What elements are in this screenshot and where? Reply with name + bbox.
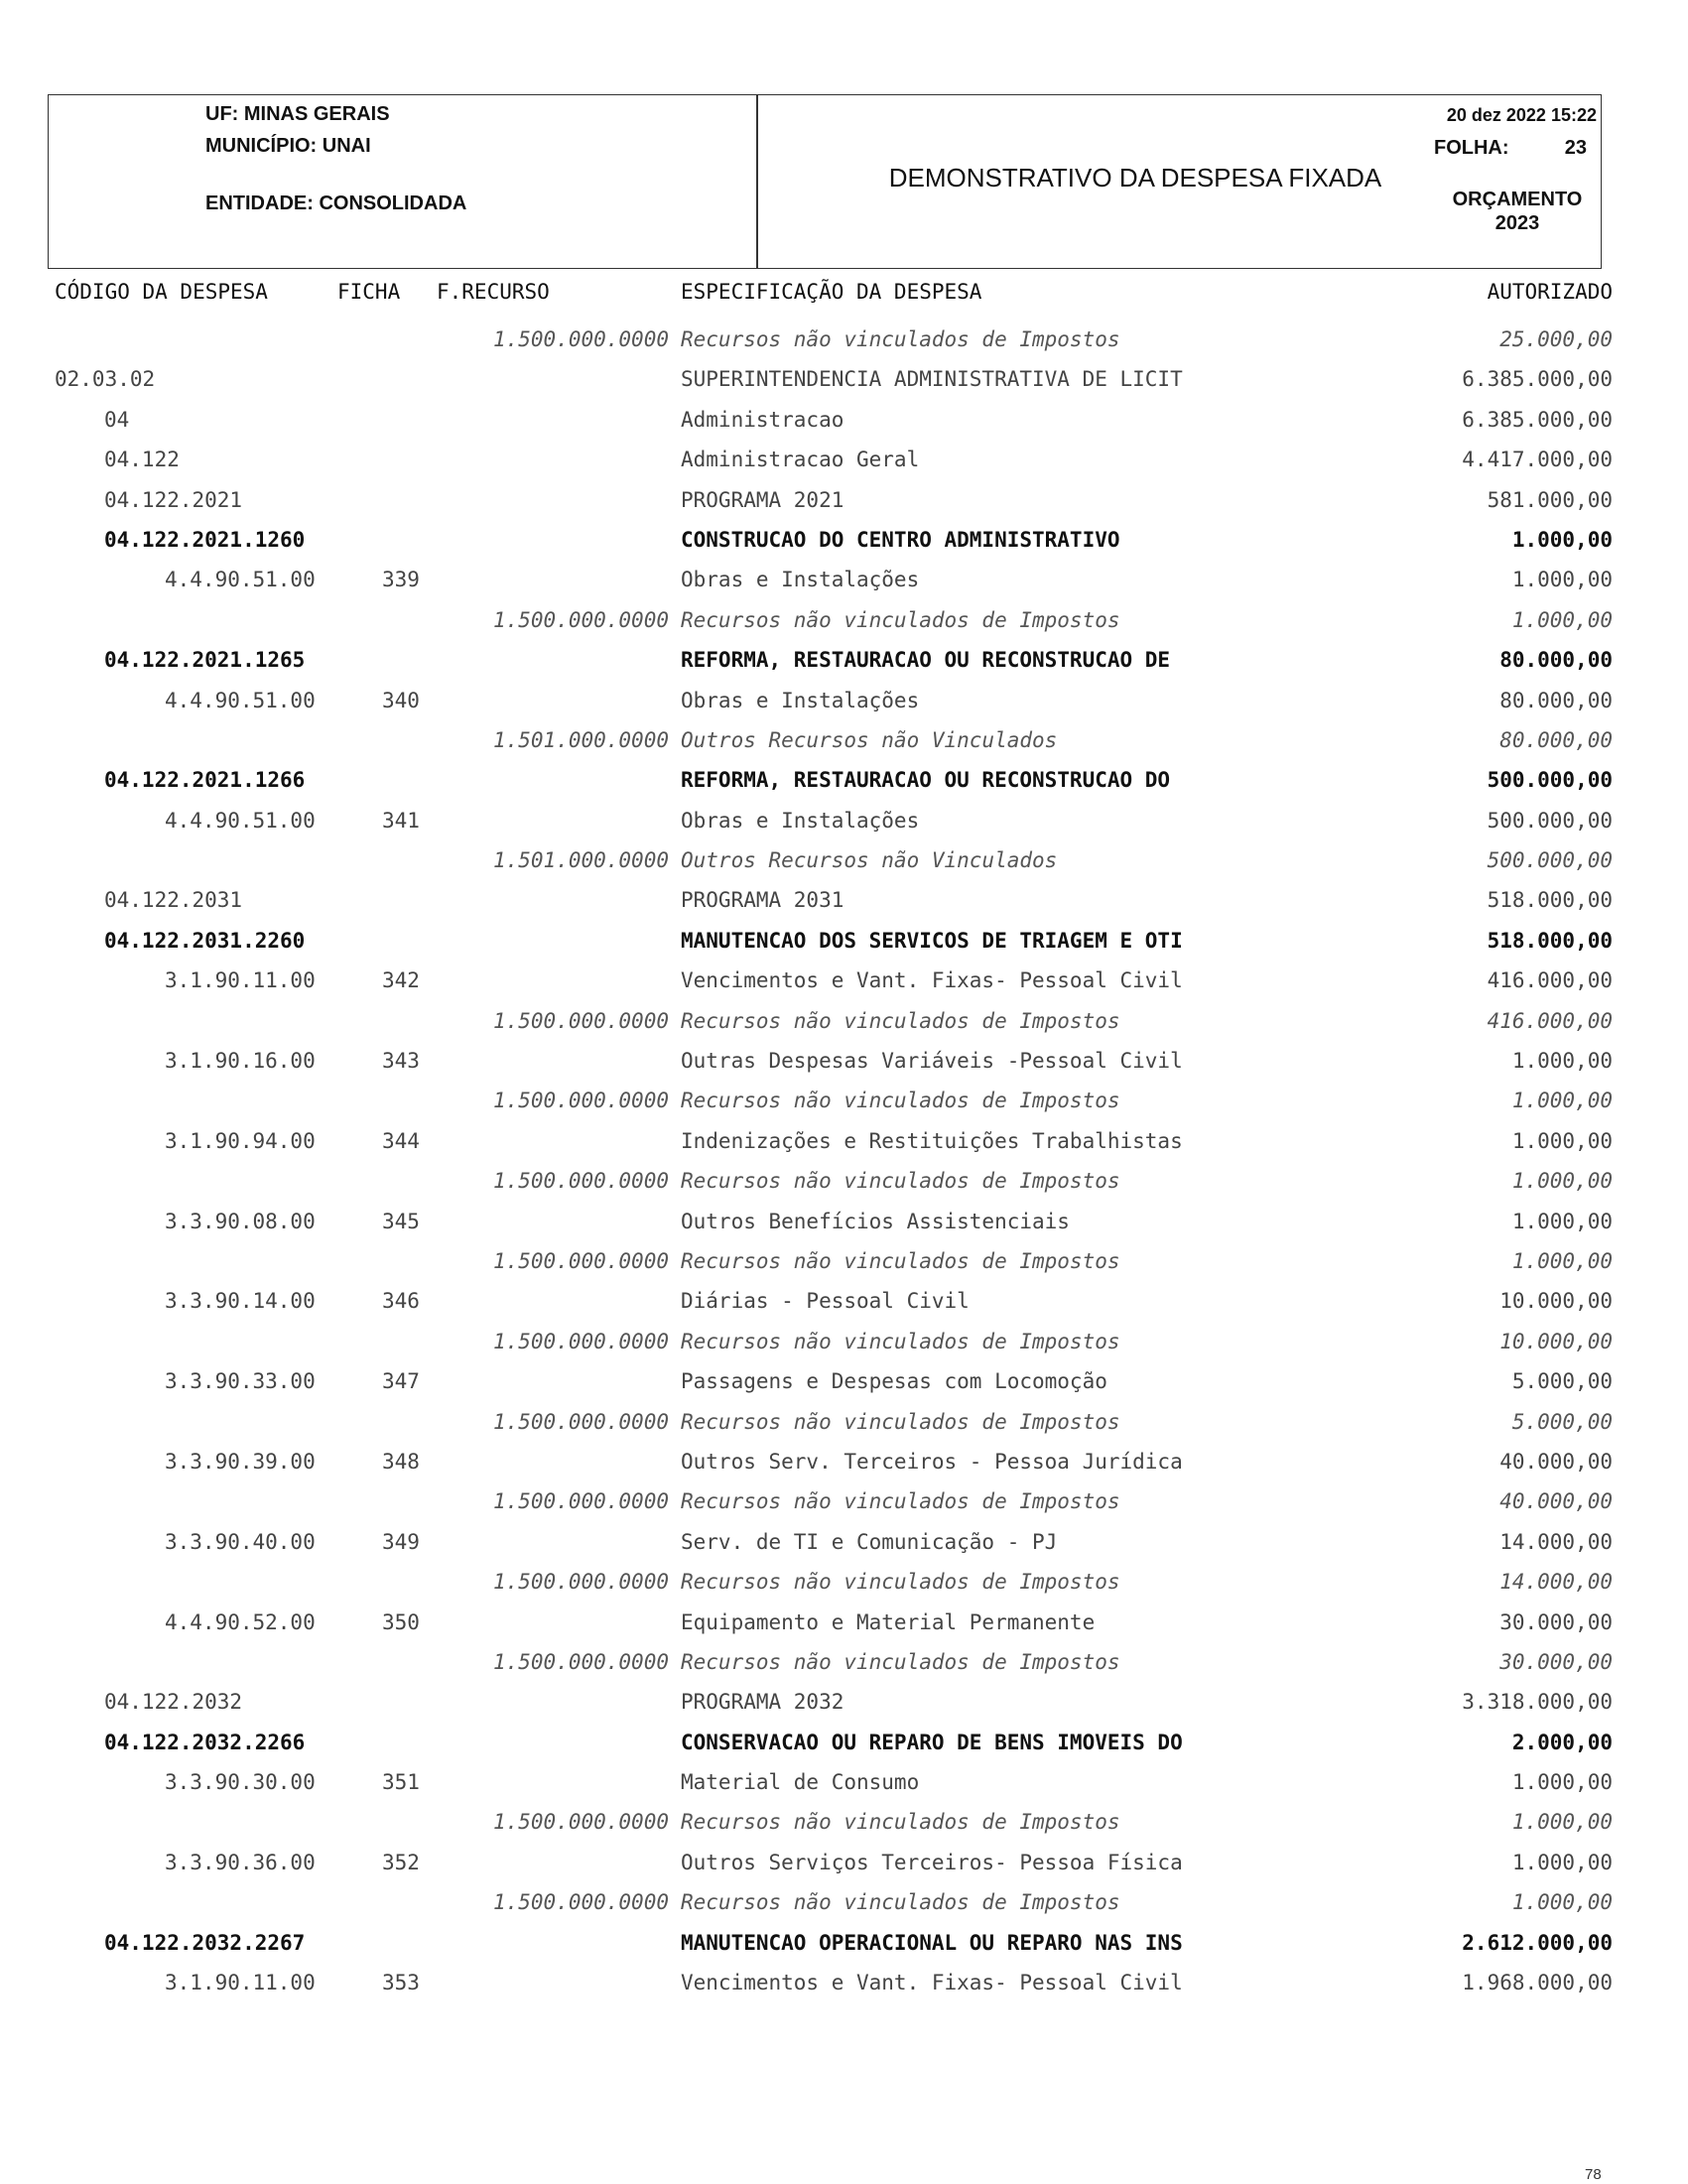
expense-code: 04.122.2021.1265 [104, 648, 306, 673]
ficha-number: 342 [382, 968, 420, 993]
table-row [0, 880, 1688, 920]
table-row [0, 1522, 1688, 1562]
expense-specification: Outros Serv. Terceiros - Pessoa Jurídica [681, 1449, 1183, 1474]
entidade-label: ENTIDADE: CONSOLIDADA [205, 193, 467, 214]
expense-specification: REFORMA, RESTAURACAO OU RECONSTRUCAO DE [681, 648, 1171, 673]
expense-specification: Passagens e Despesas com Locomoção [681, 1369, 1107, 1394]
expense-code: 4.4.90.51.00 [165, 568, 316, 592]
expense-code: 3.1.90.11.00 [165, 1971, 316, 1995]
ficha-number: 340 [382, 688, 420, 712]
table-row [0, 961, 1688, 1000]
authorized-value: 518.000,00 [1487, 888, 1613, 913]
col-codigo: CÓDIGO DA DESPESA [55, 280, 268, 304]
ficha-number: 351 [382, 1770, 420, 1795]
authorized-value: 80.000,00 [1499, 688, 1613, 712]
folha-label: FOLHA: [1434, 137, 1509, 159]
table-row [0, 1762, 1688, 1802]
authorized-value: 1.000,00 [1511, 607, 1613, 632]
expense-specification: Recursos não vinculados de Impostos [681, 327, 1120, 351]
resource-code: 1.500.000.0000 [492, 1329, 669, 1353]
expense-specification: Outros Recursos não Vinculados [681, 727, 1058, 752]
expense-specification: Recursos não vinculados de Impostos [681, 607, 1120, 632]
resource-code: 1.500.000.0000 [492, 1890, 669, 1915]
expense-specification: Serv. de TI e Comunicação - PJ [681, 1529, 1058, 1554]
expense-code: 3.3.90.33.00 [165, 1369, 316, 1394]
expense-code: 04.122 [104, 448, 180, 472]
authorized-value: 1.000,00 [1511, 1248, 1613, 1273]
expense-code: 3.3.90.14.00 [165, 1289, 316, 1314]
authorized-value: 1.000,00 [1511, 568, 1613, 592]
table-row [0, 1963, 1688, 2002]
expense-specification: Obras e Instalações [681, 688, 920, 712]
authorized-value: 2.612.000,00 [1462, 1930, 1613, 1955]
expense-code: 3.1.90.94.00 [165, 1128, 316, 1153]
resource-code: 1.501.000.0000 [492, 848, 669, 873]
authorized-value: 14.000,00 [1499, 1529, 1613, 1554]
expense-code: 04.122.2021.1266 [104, 768, 306, 793]
expense-specification: Recursos não vinculados de Impostos [681, 1248, 1120, 1273]
table-row [0, 480, 1688, 520]
authorized-value: 10.000,00 [1499, 1329, 1613, 1353]
orcamento-label: ORÇAMENTO [1452, 189, 1583, 210]
resource-row [0, 1642, 1688, 1682]
authorized-value: 500.000,00 [1487, 768, 1613, 793]
resource-code: 1.500.000.0000 [492, 1570, 669, 1595]
authorized-value: 80.000,00 [1499, 648, 1613, 673]
authorized-value: 1.000,00 [1511, 1770, 1613, 1795]
expense-specification: PROGRAMA 2021 [681, 487, 844, 512]
authorized-value: 500.000,00 [1487, 808, 1613, 833]
expense-specification: Recursos não vinculados de Impostos [681, 1570, 1120, 1595]
ficha-number: 347 [382, 1369, 420, 1394]
expense-specification: Vencimentos e Vant. Fixas- Pessoal Civil [681, 1971, 1183, 1995]
column-headers [0, 280, 1688, 310]
resource-code: 1.500.000.0000 [492, 327, 669, 351]
authorized-value: 1.000,00 [1511, 1850, 1613, 1874]
expense-code: 3.3.90.39.00 [165, 1449, 316, 1474]
expense-specification: PROGRAMA 2031 [681, 888, 844, 913]
expense-code: 3.3.90.08.00 [165, 1209, 316, 1233]
table-row [0, 1041, 1688, 1081]
authorized-value: 581.000,00 [1487, 487, 1613, 512]
table-row [0, 440, 1688, 479]
resource-row [0, 1161, 1688, 1201]
authorized-value: 5.000,00 [1511, 1369, 1613, 1394]
expense-code: 04.122.2031 [104, 888, 243, 913]
ficha-number: 352 [382, 1850, 420, 1874]
authorized-value: 1.000,00 [1511, 1169, 1613, 1194]
authorized-value: 6.385.000,00 [1462, 407, 1613, 432]
resource-row [0, 320, 1688, 359]
resource-code: 1.500.000.0000 [492, 1409, 669, 1434]
resource-row [0, 720, 1688, 760]
resource-code: 1.500.000.0000 [492, 1089, 669, 1113]
expense-specification: Administracao Geral [681, 448, 920, 472]
municipio-label: MUNICÍPIO: UNAI [205, 135, 371, 157]
expense-specification: REFORMA, RESTAURACAO OU RECONSTRUCAO DO [681, 768, 1171, 793]
table-row [0, 640, 1688, 680]
table-row [0, 681, 1688, 720]
expense-specification: Outros Benefícios Assistenciais [681, 1209, 1070, 1233]
expense-code: 3.1.90.11.00 [165, 968, 316, 993]
expense-specification: Recursos não vinculados de Impostos [681, 1329, 1120, 1353]
header-divider [756, 95, 758, 268]
resource-code: 1.500.000.0000 [492, 1810, 669, 1835]
table-row [0, 520, 1688, 560]
expense-specification: Recursos não vinculados de Impostos [681, 1089, 1120, 1113]
table-row [0, 1843, 1688, 1882]
table-row [0, 801, 1688, 840]
expense-code: 04.122.2021.1260 [104, 527, 306, 552]
authorized-value: 4.417.000,00 [1462, 448, 1613, 472]
report-title: DEMONSTRATIVO DA DESPESA FIXADA [888, 163, 1382, 193]
ficha-number: 350 [382, 1609, 420, 1634]
table-row [0, 1723, 1688, 1762]
authorized-value: 500.000,00 [1487, 848, 1613, 873]
resource-code: 1.500.000.0000 [492, 1169, 669, 1194]
expense-specification: CONSTRUCAO DO CENTRO ADMINISTRATIVO [681, 527, 1120, 552]
expense-code: 04.122.2031.2260 [104, 928, 306, 953]
expense-table [0, 320, 1688, 2002]
expense-specification: Diárias - Pessoal Civil [681, 1289, 970, 1314]
ficha-number: 345 [382, 1209, 420, 1233]
col-ficha: FICHA [337, 280, 401, 304]
expense-code: 3.3.90.40.00 [165, 1529, 316, 1554]
expense-specification: Material de Consumo [681, 1770, 920, 1795]
expense-code: 02.03.02 [55, 367, 156, 392]
expense-specification: SUPERINTENDENCIA ADMINISTRATIVA DE LICIT [681, 367, 1183, 392]
resource-code: 1.500.000.0000 [492, 1008, 669, 1033]
expense-code: 4.4.90.51.00 [165, 688, 316, 712]
resource-row [0, 1241, 1688, 1281]
expense-specification: CONSERVACAO OU REPARO DE BENS IMOVEIS DO [681, 1730, 1183, 1754]
expense-code: 04.122.2021 [104, 487, 243, 512]
resource-row [0, 600, 1688, 640]
expense-specification: Obras e Instalações [681, 808, 920, 833]
resource-row [0, 840, 1688, 880]
expense-specification: PROGRAMA 2032 [681, 1690, 844, 1715]
expense-specification: Recursos não vinculados de Impostos [681, 1810, 1120, 1835]
table-row [0, 560, 1688, 599]
expense-specification: Outras Despesas Variáveis -Pessoal Civil [681, 1049, 1183, 1074]
authorized-value: 1.000,00 [1511, 1128, 1613, 1153]
ficha-number: 341 [382, 808, 420, 833]
resource-row [0, 1001, 1688, 1041]
table-row [0, 1361, 1688, 1401]
authorized-value: 1.000,00 [1511, 1810, 1613, 1835]
resource-code: 1.501.000.0000 [492, 727, 669, 752]
folha-value: 23 [1564, 137, 1587, 159]
expense-specification: Indenizações e Restituições Trabalhistas [681, 1128, 1183, 1153]
expense-specification: Recursos não vinculados de Impostos [681, 1008, 1120, 1033]
authorized-value: 518.000,00 [1487, 928, 1613, 953]
page-number: 78 [1585, 2166, 1602, 2183]
authorized-value: 10.000,00 [1499, 1289, 1613, 1314]
report-datetime: 20 dez 2022 15:22 [1446, 105, 1597, 125]
report-header [48, 94, 1602, 269]
resource-code: 1.500.000.0000 [492, 1489, 669, 1514]
expense-specification: Administracao [681, 407, 844, 432]
authorized-value: 416.000,00 [1487, 1008, 1613, 1033]
table-row [0, 1603, 1688, 1642]
authorized-value: 1.000,00 [1511, 1890, 1613, 1915]
authorized-value: 40.000,00 [1499, 1489, 1613, 1514]
authorized-value: 30.000,00 [1499, 1649, 1613, 1674]
expense-specification: Recursos não vinculados de Impostos [681, 1489, 1120, 1514]
authorized-value: 80.000,00 [1499, 727, 1613, 752]
resource-row [0, 1081, 1688, 1120]
authorized-value: 1.000,00 [1511, 1049, 1613, 1074]
ficha-number: 353 [382, 1971, 420, 1995]
authorized-value: 14.000,00 [1499, 1570, 1613, 1595]
expense-code: 3.1.90.16.00 [165, 1049, 316, 1074]
authorized-value: 1.000,00 [1511, 527, 1613, 552]
expense-specification: Equipamento e Material Permanente [681, 1609, 1096, 1634]
col-especificacao: ESPECIFICAÇÃO DA DESPESA [681, 280, 982, 304]
resource-row [0, 1481, 1688, 1521]
expense-specification: Outros Serviços Terceiros- Pessoa Física [681, 1850, 1183, 1874]
resource-code: 1.500.000.0000 [492, 1248, 669, 1273]
expense-specification: Recursos não vinculados de Impostos [681, 1649, 1120, 1674]
uf-label: UF: MINAS GERAIS [205, 103, 390, 125]
col-recurso: F.RECURSO [437, 280, 550, 304]
table-row [0, 1202, 1688, 1241]
resource-code: 1.500.000.0000 [492, 1649, 669, 1674]
authorized-value: 2.000,00 [1511, 1730, 1613, 1754]
expense-code: 04.122.2032.2266 [104, 1730, 306, 1754]
authorized-value: 5.000,00 [1511, 1409, 1613, 1434]
authorized-value: 1.000,00 [1511, 1209, 1613, 1233]
authorized-value: 1.968.000,00 [1462, 1971, 1613, 1995]
ficha-number: 346 [382, 1289, 420, 1314]
authorized-value: 3.318.000,00 [1462, 1690, 1613, 1715]
table-row [0, 1121, 1688, 1161]
expense-specification: Recursos não vinculados de Impostos [681, 1409, 1120, 1434]
expense-code: 3.3.90.30.00 [165, 1770, 316, 1795]
expense-specification: Outros Recursos não Vinculados [681, 848, 1058, 873]
table-row [0, 400, 1688, 440]
expense-code: 3.3.90.36.00 [165, 1850, 316, 1874]
expense-specification: Recursos não vinculados de Impostos [681, 1890, 1120, 1915]
table-row [0, 1442, 1688, 1481]
resource-code: 1.500.000.0000 [492, 607, 669, 632]
ficha-number: 348 [382, 1449, 420, 1474]
expense-code: 04.122.2032.2267 [104, 1930, 306, 1955]
expense-code: 04.122.2032 [104, 1690, 243, 1715]
ficha-number: 339 [382, 568, 420, 592]
expense-specification: Recursos não vinculados de Impostos [681, 1169, 1120, 1194]
table-row [0, 921, 1688, 961]
expense-specification: MANUTENCAO OPERACIONAL OU REPARO NAS INS [681, 1930, 1183, 1955]
col-autorizado: AUTORIZADO [1487, 280, 1613, 304]
ficha-number: 343 [382, 1049, 420, 1074]
expense-code: 4.4.90.51.00 [165, 808, 316, 833]
authorized-value: 6.385.000,00 [1462, 367, 1613, 392]
ficha-number: 349 [382, 1529, 420, 1554]
table-row [0, 1923, 1688, 1963]
authorized-value: 416.000,00 [1487, 968, 1613, 993]
resource-row [0, 1882, 1688, 1922]
authorized-value: 1.000,00 [1511, 1089, 1613, 1113]
expense-specification: MANUTENCAO DOS SERVICOS DE TRIAGEM E OTI [681, 928, 1183, 953]
resource-row [0, 1802, 1688, 1842]
table-row [0, 1281, 1688, 1321]
resource-row [0, 1562, 1688, 1602]
authorized-value: 25.000,00 [1499, 327, 1613, 351]
ficha-number: 344 [382, 1128, 420, 1153]
resource-row [0, 1402, 1688, 1442]
resource-row [0, 1322, 1688, 1361]
table-row [0, 1682, 1688, 1722]
authorized-value: 40.000,00 [1499, 1449, 1613, 1474]
authorized-value: 30.000,00 [1499, 1609, 1613, 1634]
table-row [0, 760, 1688, 800]
table-row [0, 359, 1688, 399]
expense-specification: Vencimentos e Vant. Fixas- Pessoal Civil [681, 968, 1183, 993]
orcamento-year: 2023 [1494, 212, 1540, 234]
expense-specification: Obras e Instalações [681, 568, 920, 592]
expense-code: 4.4.90.52.00 [165, 1609, 316, 1634]
expense-code: 04 [104, 407, 130, 432]
